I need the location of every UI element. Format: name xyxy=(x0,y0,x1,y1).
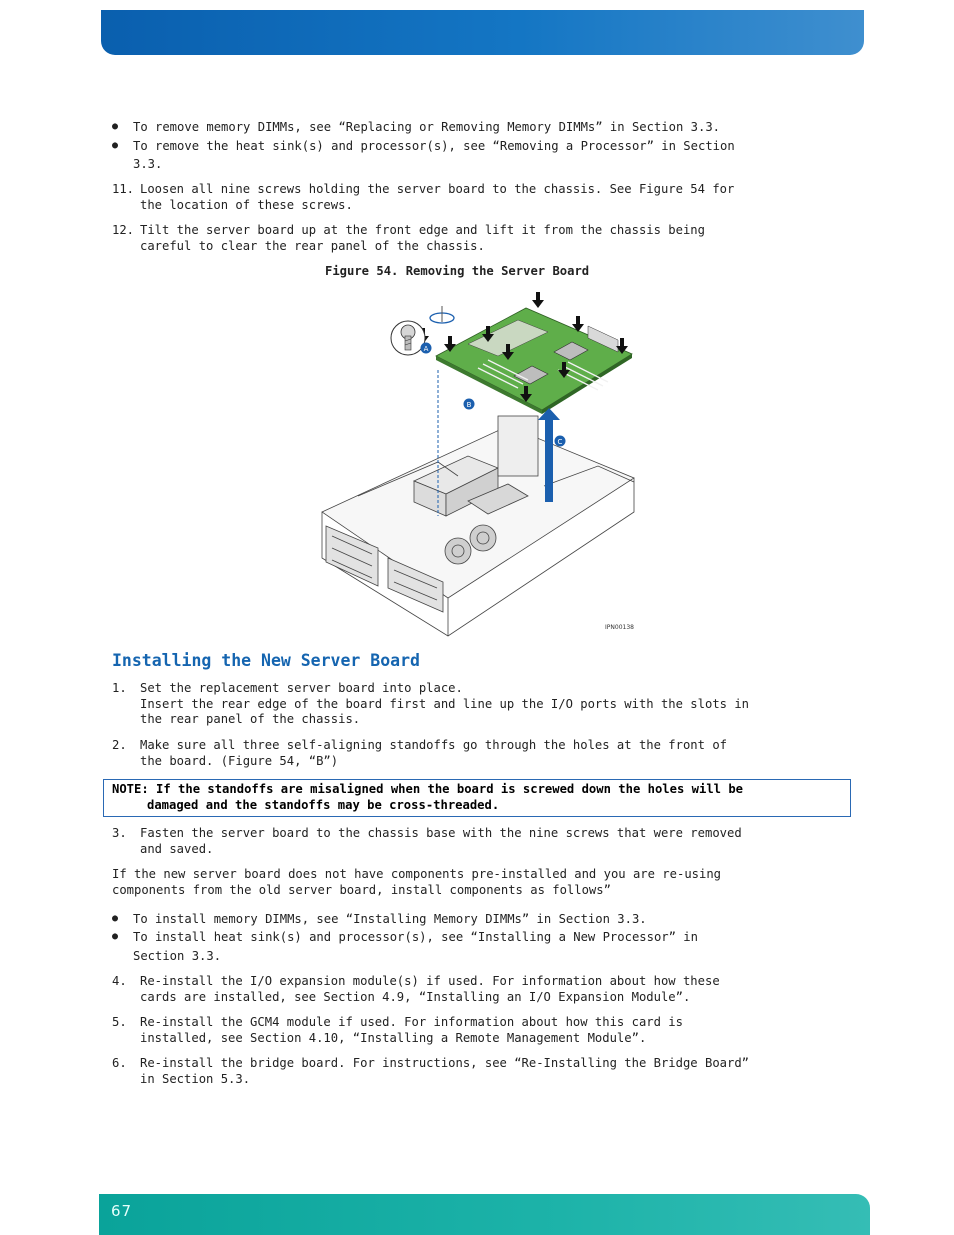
step-12-line-1: Tilt the server board up at the front edge and lift it from the chassis being xyxy=(140,223,705,237)
step-4-line-2: cards are installed, see Section 4.9, “Installing an I/O Expansion Module”. xyxy=(140,990,691,1004)
note-line-2: damaged and the standoffs may be cross-threaded. xyxy=(147,798,500,812)
paragraph-line-1: If the new server board does not have components pre-installed and you are re-using xyxy=(112,867,722,881)
install-bullet-1: To install memory DIMMs, see “Installing Memory DIMMs” in Section 3.3. xyxy=(133,912,647,926)
callout-a xyxy=(421,343,432,354)
figure-caption: Figure 54. Removing the Server Board xyxy=(325,264,590,278)
server-board-removal-figure xyxy=(318,286,636,638)
step-1-number: 1. xyxy=(112,681,127,695)
bullet-marker: ● xyxy=(112,931,119,942)
step-3-number: 3. xyxy=(112,826,127,840)
step-4-number: 4. xyxy=(112,974,127,988)
step-11-line-1: Loosen all nine screws holding the server board to the chassis. See Figure 54 for xyxy=(140,182,735,196)
step-2-line-2: the board. (Figure 54, “B”) xyxy=(140,754,339,768)
screw-detail-icon xyxy=(391,321,425,355)
step-11-line-2: the location of these screws. xyxy=(140,198,353,212)
step-5-line-2: installed, see Section 4.10, “Installing a Remote Management Module”. xyxy=(140,1031,647,1045)
install-bullet-2-line-2: Section 3.3. xyxy=(133,949,222,963)
bullet-marker: ● xyxy=(112,913,119,924)
step-2-number: 2. xyxy=(112,738,127,752)
server-board-illustration xyxy=(318,286,636,638)
step-3-line-1: Fasten the server board to the chassis base with the nine screws that were removed xyxy=(140,826,742,840)
step-12-number: 12. xyxy=(112,223,135,237)
removal-bullet-2-line-2: 3.3. xyxy=(133,157,163,171)
footer-bar xyxy=(99,1194,870,1235)
rotate-icon xyxy=(430,306,454,323)
step-11-number: 11. xyxy=(112,182,135,196)
bullet-marker: ● xyxy=(112,121,119,132)
removal-bullet-1: To remove memory DIMMs, see “Replacing or Removing Memory DIMMs” in Section 3.3. xyxy=(133,120,720,134)
callout-c-label: C xyxy=(557,438,563,446)
removal-bullet-2-line-1: To remove the heat sink(s) and processor(s), see “Removing a Processor” in Section xyxy=(133,139,735,153)
note-line-1: NOTE: If the standoffs are misaligned when the board is screwed down the holes will be xyxy=(112,782,744,796)
paragraph-line-2: components from the old server board, install components as follows” xyxy=(112,883,611,897)
callout-b xyxy=(464,399,475,410)
step-3-line-2: and saved. xyxy=(140,842,214,856)
callout-b-label: B xyxy=(466,401,472,409)
step-12-line-2: careful to clear the rear panel of the chassis. xyxy=(140,239,485,253)
callout-a-label: A xyxy=(423,345,429,353)
page-number: 67 xyxy=(111,1202,133,1220)
note-box xyxy=(103,779,851,817)
step-1-line-1: Set the replacement server board into place. xyxy=(140,681,463,695)
step-6-line-2: in Section 5.3. xyxy=(140,1072,251,1086)
step-6-line-1: Re-install the bridge board. For instructions, see “Re-Installing the Bridge Board” xyxy=(140,1056,750,1070)
chassis-drawing xyxy=(322,416,634,636)
step-1-line-2: Insert the rear edge of the board first and line up the I/O ports with the slots in xyxy=(140,697,750,711)
bullet-marker: ● xyxy=(112,140,119,151)
step-5-line-1: Re-install the GCM4 module if used. For information about how this card is xyxy=(140,1015,683,1029)
callout-c xyxy=(555,436,566,447)
install-bullet-2-line-1: To install heat sink(s) and processor(s), see “Installing a New Processor” in xyxy=(133,930,698,944)
step-1-line-3: the rear panel of the chassis. xyxy=(140,712,361,726)
step-5-number: 5. xyxy=(112,1015,127,1029)
step-2-line-1: Make sure all three self-aligning standoffs go through the holes at the front of xyxy=(140,738,727,752)
section-heading: Installing the New Server Board xyxy=(112,651,420,670)
figure-image-id: IPN00138 xyxy=(605,624,634,631)
step-6-number: 6. xyxy=(112,1056,127,1070)
step-4-line-1: Re-install the I/O expansion module(s) if used. For information about how these xyxy=(140,974,720,988)
server-board-drawing xyxy=(436,308,632,414)
header-bar xyxy=(101,10,864,55)
